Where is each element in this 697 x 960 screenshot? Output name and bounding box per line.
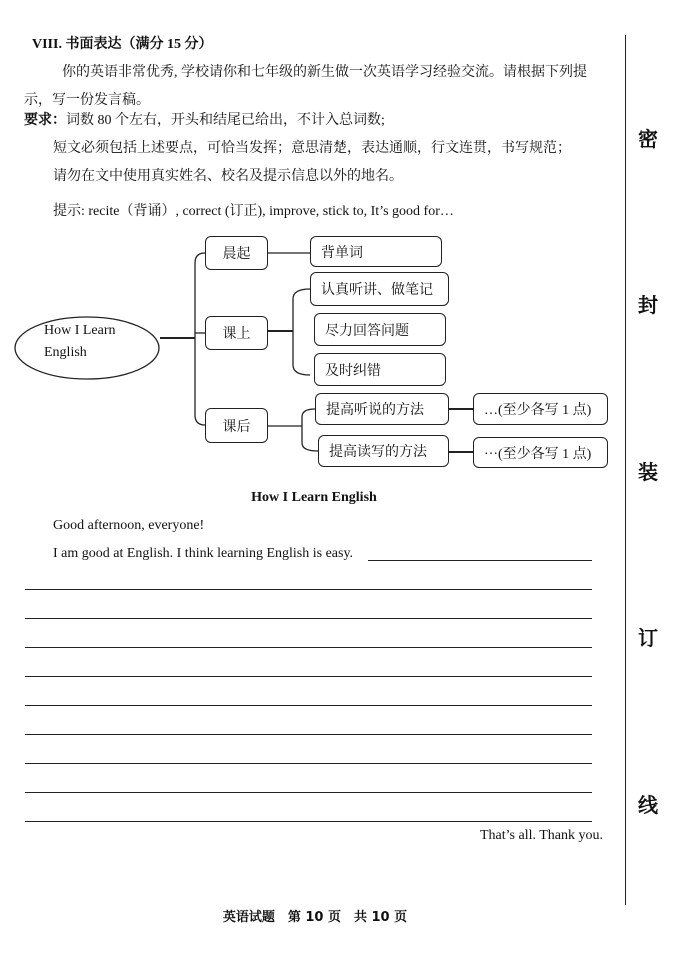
section-title: VIII. 书面表达（满分 15 分） (32, 37, 213, 52)
writing-line[interactable] (25, 618, 592, 619)
afterclass-item: 提高读写的方法 (318, 435, 449, 467)
inclass-box: 课上 (205, 316, 268, 350)
afterclass-item: 提高听说的方法 (315, 393, 449, 425)
center-label: How I Learn (44, 323, 116, 338)
writing-line[interactable] (25, 763, 592, 764)
page-footer: 英语试题 第 10 页 共 10 页 (222, 910, 408, 925)
center-label-2: English (44, 345, 87, 360)
writing-line[interactable] (25, 792, 592, 793)
hint: 提示: recite（背诵）, correct (订正), improve, stick to, It’s good for… (53, 204, 454, 219)
essay-opening-2: I am good at English. I think learning English is easy. (53, 546, 354, 561)
at-least-box: ···(至少各写 1 点) (473, 437, 608, 468)
writing-line[interactable] (25, 705, 592, 706)
writing-line[interactable] (25, 589, 592, 590)
binding-char: 订 (638, 626, 658, 650)
intro-text: 你的英语非常优秀, 学校请你和七年级的新生做一次英语学习经验交流。请根据下列提 (62, 65, 587, 80)
inclass-item: 尽力回答问题 (314, 313, 446, 346)
inclass-item: 及时纠错 (314, 353, 446, 386)
writing-line[interactable] (25, 676, 592, 677)
requirement-3: 请勿在文中使用真实姓名、校名及提示信息以外的地名。 (53, 169, 403, 184)
writing-line[interactable] (368, 560, 592, 561)
binding-line (625, 35, 626, 905)
at-least-box: …(至少各写 1 点) (473, 393, 608, 425)
binding-char: 密 (638, 127, 658, 151)
intro-text-cont: 示，写一份发言稿。 (24, 93, 150, 108)
essay-title: How I Learn English (251, 490, 377, 505)
requirement-label: 要求： (24, 113, 66, 128)
morning-box: 晨起 (205, 236, 268, 270)
writing-line[interactable] (25, 647, 592, 648)
essay-closing: That’s all. Thank you. (480, 828, 603, 843)
requirement-2: 短文必须包括上述要点，可恰当发挥；意思清楚，表达通顺，行文连贯，书写规范； (53, 141, 571, 156)
afterclass-box: 课后 (205, 408, 268, 443)
essay-opening: Good afternoon, everyone! (53, 518, 205, 533)
morning-item: 背单词 (310, 236, 442, 267)
writing-line[interactable] (25, 734, 592, 735)
binding-char: 封 (638, 293, 658, 317)
binding-char: 装 (638, 460, 658, 484)
inclass-item: 认真听讲、做笔记 (310, 272, 449, 306)
binding-char: 线 (638, 793, 658, 817)
requirement-text: 词数 80 个左右，开头和结尾已给出，不计入总词数; (66, 113, 385, 128)
writing-line[interactable] (25, 821, 592, 822)
